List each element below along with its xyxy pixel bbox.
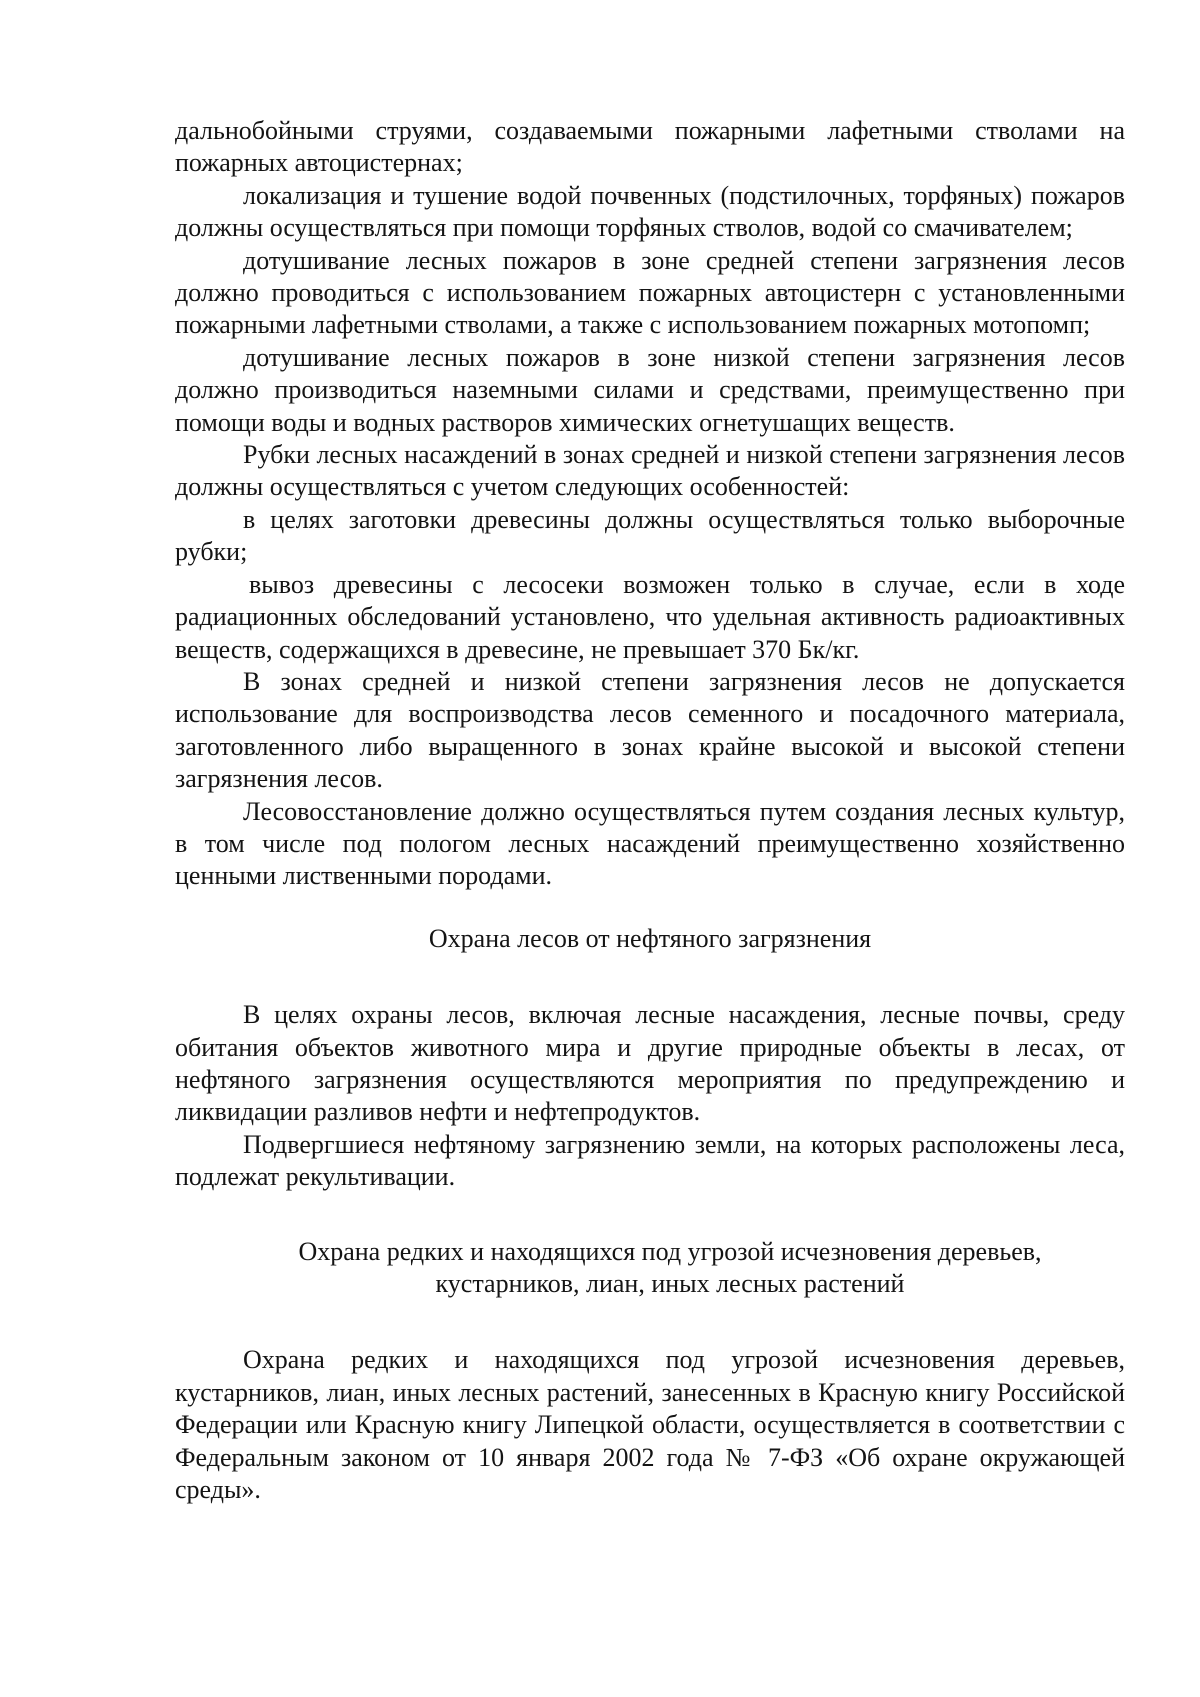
section-heading-line: кустарников, лиан, иных лесных растений: [435, 1269, 905, 1298]
paragraph: дотушивание лесных пожаров в зоне низкой степени загрязнения лесов должно производиться наземными силами и средствами, преимущественно при помощи воды и водных растворов химических огнетушащих веществ.: [175, 342, 1125, 437]
paragraph: В целях охраны лесов, включая лесные насаждения, лесные почвы, среду обитания объектов животного мира и другие природные объекты в лесах, от нефтяного загрязнения осуществляются мероприятия по предупреждению и ликвидации разливов нефти и нефтепродуктов.: [175, 1000, 1125, 1127]
paragraph: в целях заготовки древесины должны осуществляться только выборочные рубки;: [175, 504, 1125, 567]
paragraph: Рубки лесных насаждений в зонах средней и низкой степени загрязнения лесов должны осуществляться с учетом следующих особенностей:: [175, 440, 1125, 502]
paragraph: дотушивание лесных пожаров в зоне средней степени загрязнения лесов должно проводиться с использованием пожарных автоцистерн с установленными пожарными лафетными стволами, а также с использованием пожарных мотопомп;: [175, 245, 1125, 340]
paragraph: локализация и тушение водой почвенных (подстилочных, торфяных) пожаров должны осуществляться при помощи торфяных стволов, водой со смачивателем;: [175, 180, 1125, 243]
document-body: [175, 115, 1125, 1506]
section-heading-rare-plants: [175, 1236, 1125, 1301]
section-heading-oil: Охрана лесов от нефтяного загрязнения: [428, 923, 872, 953]
paragraph: Охрана редких и находящихся под угрозой исчезновения деревьев, кустарников, лиан, иных лесных растений, занесенных в Красную книгу Российской Федерации или Красную книгу Липецкой области, осуществляется в соответствии с Федеральным законом от 10 января 2002 года № 7-ФЗ «Об охране окружающей среды».: [175, 1345, 1125, 1505]
paragraph: Подвергшиеся нефтяному загрязнению земли, на которых расположены леса, подлежат рекультивации.: [175, 1129, 1125, 1192]
section-heading-line: Охрана редких и находящихся под угрозой исчезновения деревьев,: [298, 1236, 1042, 1266]
paragraph: В зонах средней и низкой степени загрязнения лесов не допускается использование для воспроизводства лесов семенного и посадочного материала, заготовленного либо выращенного в зонах крайне высокой и высокой степени загрязнения лесов.: [175, 666, 1125, 794]
paragraph: Лесовосстановление должно осуществляться путем создания лесных культур, в том числе под пологом лесных насаждений преимущественно хозяйственно ценными лиственными породами.: [175, 796, 1125, 891]
paragraph: дальнобойными струями, создаваемыми пожарными лафетными стволами на пожарных автоцистернах;: [175, 116, 1125, 178]
paragraph: вывоз древесины с лесосеки возможен только в случае, если в ходе радиационных обследований установлено, что удельная активность радиоактивных веществ, содержащихся в древесине, не превышает 370 Бк/кг.: [175, 569, 1125, 664]
